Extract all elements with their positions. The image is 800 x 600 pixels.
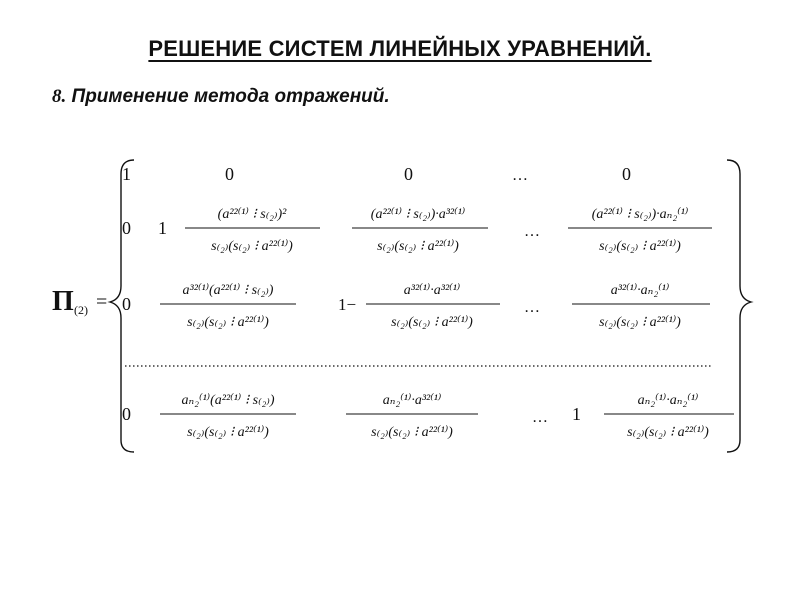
- r4-c2-denominator: s₍₂₎(s₍₂₎ ⁝ a²²⁽¹⁾): [187, 425, 269, 440]
- r2-c5-numerator: (a²²⁽¹⁾ ⁝ s₍₂₎)·aₙ₂⁽¹⁾: [591, 207, 689, 222]
- r1-c2: 0: [225, 164, 234, 184]
- lhs-subscript: (2): [74, 303, 88, 317]
- r4-c3-numerator: aₙ₂⁽¹⁾·a³²⁽¹⁾: [382, 393, 442, 408]
- r2-c4-numerator: (a²²⁽¹⁾ ⁝ s₍₂₎)·a³²⁽¹⁾: [370, 207, 466, 222]
- r1-c1: 1: [122, 164, 131, 184]
- r3-c5-denominator: s₍₂₎(s₍₂₎ ⁝ a²²⁽¹⁾): [599, 315, 681, 330]
- r3-c3-denominator: s₍₂₎(s₍₂₎ ⁝ a²²⁽¹⁾): [391, 315, 473, 330]
- matrix-row-4: [122, 393, 734, 440]
- r1-c5: 0: [622, 164, 631, 184]
- r2-c2: 1: [158, 218, 167, 238]
- slide-title: РЕШЕНИЕ СИСТЕМ ЛИНЕЙНЫХ УРАВНЕНИЙ.: [148, 36, 652, 61]
- r4-c5-numerator: aₙ₂⁽¹⁾·aₙ₂⁽¹⁾: [637, 393, 699, 408]
- subtitle-number: 8.: [52, 86, 67, 107]
- r2-ellipsis: …: [524, 223, 540, 240]
- r2-c1: 0: [122, 218, 131, 238]
- r3-c3-numerator: a³²⁽¹⁾·a³²⁽¹⁾: [403, 283, 461, 298]
- r4-ellipsis: …: [532, 409, 548, 426]
- r2-c3-denominator: s₍₂₎(s₍₂₎ ⁝ a²²⁽¹⁾): [211, 239, 293, 254]
- r4-c3-denominator: s₍₂₎(s₍₂₎ ⁝ a²²⁽¹⁾): [371, 425, 453, 440]
- r2-c5-denominator: s₍₂₎(s₍₂₎ ⁝ a²²⁽¹⁾): [599, 239, 681, 254]
- matrix-row-1: [122, 164, 631, 184]
- lhs-symbol: П: [52, 286, 74, 317]
- matrix-row-2: [122, 207, 712, 254]
- r2-c4-denominator: s₍₂₎(s₍₂₎ ⁝ a²²⁽¹⁾): [377, 239, 459, 254]
- matrix-row-3: [122, 283, 710, 330]
- r4-c4: 1: [572, 404, 581, 424]
- r3-c5-numerator: a³²⁽¹⁾·aₙ₂⁽¹⁾: [610, 283, 670, 298]
- r4-c1: 0: [122, 404, 131, 424]
- r3-c1: 0: [122, 294, 131, 314]
- r3-c2-denominator: s₍₂₎(s₍₂₎ ⁝ a²²⁽¹⁾): [187, 315, 269, 330]
- r1-ellipsis: …: [512, 167, 528, 184]
- r3-ellipsis: …: [524, 299, 540, 316]
- equals-sign: =: [96, 291, 108, 313]
- r3-c2-numerator: a³²⁽¹⁾(a²²⁽¹⁾ ⁝ s₍₂₎): [182, 283, 274, 298]
- r4-c5-denominator: s₍₂₎(s₍₂₎ ⁝ a²²⁽¹⁾): [627, 425, 709, 440]
- r4-c2-numerator: aₙ₂⁽¹⁾(a²²⁽¹⁾ ⁝ s₍₂₎): [181, 393, 275, 408]
- right-brace: [727, 160, 751, 452]
- r2-c3-numerator: (a²²⁽¹⁾ ⁝ s₍₂₎)²: [217, 207, 287, 222]
- r1-c3: 0: [404, 164, 413, 184]
- r3-c3-one-minus: 1−: [338, 295, 357, 314]
- subtitle-text: Применение метода отражений.: [66, 86, 390, 107]
